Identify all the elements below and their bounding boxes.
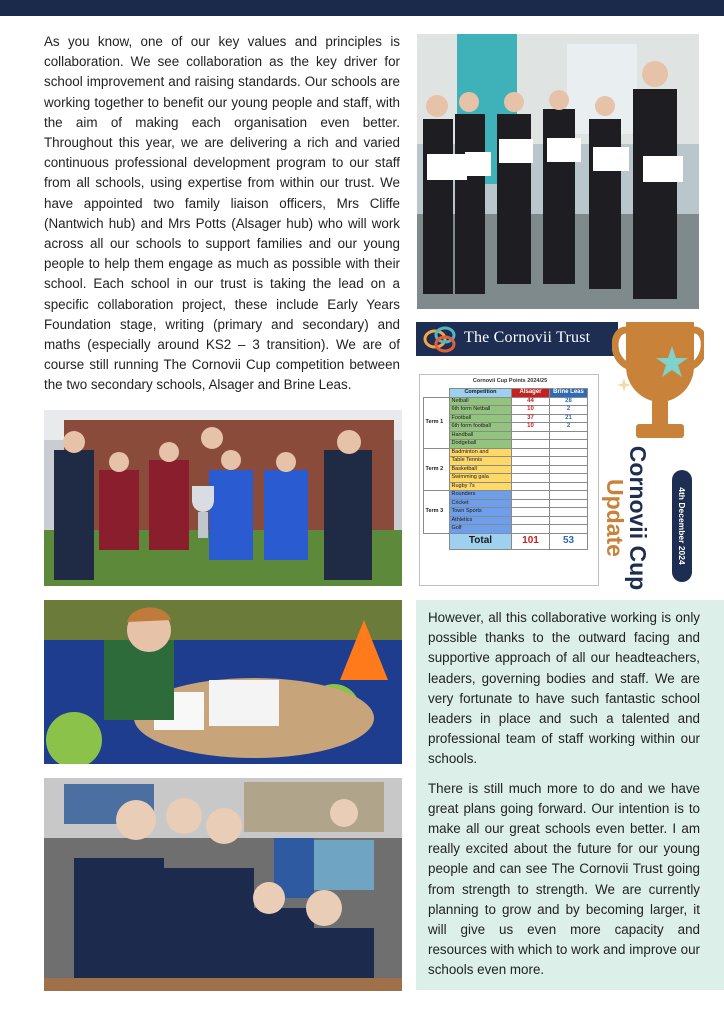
trust-name: The Cornovii Trust [464,329,591,346]
brine-leas-points [550,457,588,466]
brine-leas-points [550,508,588,517]
alsager-points [512,431,550,440]
competition-cell: Golf [450,525,512,534]
brine-leas-points [550,474,588,483]
competition-cell: Rugby 7s [450,482,512,491]
alsager-points [512,499,550,508]
brine-leas-points: 28 [550,397,588,406]
top-header-bar [0,0,724,16]
term-label: Term 2 [424,448,450,491]
alsager-points: 10 [512,423,550,432]
brine-leas-points [550,440,588,449]
alsager-points: 10 [512,406,550,415]
cup-title-line2: Update [602,479,628,557]
table-header-row [424,389,588,398]
table-row [424,491,588,500]
alsager-points: 37 [512,414,550,423]
sparkle-icon [617,378,631,392]
date-badge [672,470,692,582]
brine-leas-points [550,516,588,525]
alsager-points [512,457,550,466]
alsager-points [512,465,550,474]
alsager-points [512,440,550,449]
alsager-points [512,448,550,457]
term-label: Term 3 [424,491,450,534]
brine-leas-points: 21 [550,414,588,423]
alsager-points [512,482,550,491]
brine-leas-points [550,525,588,534]
competition-cell: Rounders [450,491,512,500]
competition-cell: 6th form Netball [450,406,512,415]
competition-cell: Athletics [450,516,512,525]
panel-paragraph-1: However, all this collaborative working is only possible thanks to the outward facing and supportive approach of all our headteachers, leaders, governing bodies and staff. We are very fortunate to have such fantastic school leaders in place and such a talented and professional team of staff working within our schools. [428,610,700,767]
total-label: Total [450,533,512,549]
brine-leas-points [550,499,588,508]
competition-cell: Badminton and [450,448,512,457]
header-brine-leas: Brine Leas [550,389,588,398]
alsager-points [512,516,550,525]
competition-cell: Basketball [450,465,512,474]
brine-leas-points: 2 [550,406,588,415]
date-text: 4th December 2024 [677,487,687,565]
brine-leas-total: 53 [550,533,588,549]
photo-classroom [44,778,402,991]
competition-cell: Town Sports [450,508,512,517]
alsager-points [512,525,550,534]
competition-cell: 6th form football [450,423,512,432]
photo-child-drawing [44,600,402,764]
competition-cell: Netball [450,397,512,406]
trust-logo-icon [422,325,458,353]
alsager-total: 101 [512,533,550,549]
panel-paragraph-2: There is still much more to do and we have great plans going forward. Our intention is to make all our great schools even better. I am really excited about the future for our young people and can see The Cornovii Trust going from strength to strength. We are currently planning to grow and by becoming larger, it will give us even more capacity and resources with which to work and improve our schools even more. [428,780,700,978]
table-title: Cornovii Cup Points 2024/25 [472,378,548,384]
competition-cell: Handball [450,431,512,440]
alsager-points [512,491,550,500]
table-total-row [424,533,588,549]
table-row [424,448,588,457]
table-row [424,397,588,406]
header-alsager: Alsager [512,389,550,398]
term-label: Term 1 [424,397,450,448]
brine-leas-points [550,465,588,474]
competition-cell: Dodgeball [450,440,512,449]
trust-banner [416,322,618,356]
brine-leas-points [550,482,588,491]
brine-leas-points [550,448,588,457]
cup-update-title-text [603,446,649,590]
photo-team-trophy [44,410,402,586]
brine-leas-points: 2 [550,423,588,432]
brine-leas-points [550,431,588,440]
alsager-points [512,474,550,483]
brine-leas-points [550,491,588,500]
closing-panel-text [428,608,700,981]
photo-students-certificates [417,34,699,309]
cup-title-line1: Cornovii Cup [625,445,651,591]
competition-cell: Cricket [450,499,512,508]
header-competition: Competition [450,389,512,398]
cup-update-title [596,445,656,591]
competition-cell: Table Tennis [450,457,512,466]
alsager-points [512,508,550,517]
intro-paragraph: As you know, one of our key values and principles is collaboration. We see collaboration as the key driver for school improvement and raising standards. Our schools are working together to benefit our young people and staff, with the aim of making each organisation even better. Throughout this year, we are delivering a rich and varied continuous professional development program to our staff from all schools, using expertise from within our trust. We have appointed two family liaison officers, Mrs Cliffe (Nantwich hub) and Mrs Potts (Alsager hub) who will work across all our schools to support families and our young people to help them engage as much as possible with their school. Each school in our trust is taking the lead on a specific collaboration project, these include Early Years Foundation stage, writing (primary and secondary) and maths (especially around KS2 – 3 transition). We are of course still running The Cornovii Cup competition between the two secondary schools, Alsager and Brine Leas. [44,34,400,393]
competition-cell: Swimming gala [450,474,512,483]
alsager-points: 44 [512,397,550,406]
competition-cell: Football [450,414,512,423]
cup-points-table [419,374,599,586]
points-table [423,388,588,550]
